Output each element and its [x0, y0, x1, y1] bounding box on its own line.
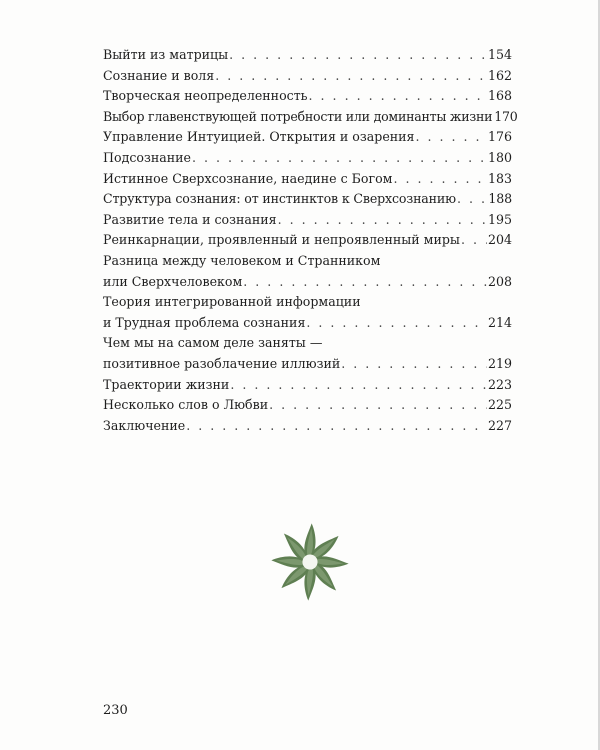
toc-entry-page: 154	[487, 47, 512, 62]
toc-entry-page: 183	[487, 170, 512, 186]
toc-leader-dots	[306, 313, 487, 334]
toc-entry-title-line1: Разница между человеком и Странником	[103, 252, 381, 268]
toc-entry	[103, 169, 512, 190]
toc-leader-dots	[461, 230, 487, 251]
toc-leader-dots	[341, 354, 487, 375]
toc-entry-title-line1: Теория интегрированной информации	[103, 294, 361, 310]
toc-leader-dots	[229, 45, 487, 66]
toc-entry	[103, 107, 518, 128]
toc-entry	[103, 86, 512, 107]
toc-entry-page: 227	[487, 417, 512, 433]
toc-entry-title: Заключение	[103, 417, 186, 433]
toc-leader-dots	[393, 169, 487, 190]
toc-entry-title: Выбор главенствующей потребности или доминанты жизни	[103, 108, 493, 124]
toc-entry	[103, 210, 512, 231]
toc-entry-page: 219	[487, 355, 512, 371]
toc-entry-page: 195	[487, 211, 512, 227]
toc-entry	[103, 189, 512, 210]
toc-entry-page: 214	[487, 314, 512, 330]
toc-entry-page: 204	[487, 232, 512, 248]
toc-entry	[103, 416, 512, 437]
toc-entry-title: Подсознание	[103, 149, 191, 165]
toc-entry-title: Развитие тела и сознания	[103, 211, 277, 227]
toc-entry-page: 180	[487, 149, 512, 165]
toc-leader-dots	[309, 86, 487, 107]
toc-entry	[103, 127, 512, 148]
toc-entry-title: Творческая неопределенность	[103, 88, 308, 104]
green-star-ornament-icon	[268, 520, 352, 604]
toc-entry-title: Выйти из матрицы	[103, 47, 229, 62]
toc-entry	[103, 251, 512, 292]
toc-entry-page: 176	[487, 129, 512, 145]
toc-entry-page: 170	[494, 108, 518, 124]
toc-entry	[103, 230, 512, 251]
toc-leader-dots	[416, 127, 487, 148]
toc-entry-title: Траектории жизни	[103, 376, 230, 392]
toc-entry-page: 223	[487, 376, 512, 392]
toc-entry-title: Несколько слов о Любви	[103, 397, 269, 413]
toc-leader-dots	[278, 210, 487, 231]
toc-entry	[103, 375, 512, 396]
toc-entry-title: Реинкарнации, проявленный и непроявленный миры	[103, 232, 460, 248]
ornament-center	[302, 554, 317, 569]
toc-leader-dots	[230, 375, 487, 396]
toc-leader-dots	[457, 189, 487, 210]
toc-entry-title-line1: Чем мы на самом деле заняты —	[103, 335, 323, 351]
toc-entry-page: 208	[487, 273, 512, 289]
toc-entry-title: позитивное разоблачение иллюзий	[103, 355, 341, 371]
toc-entry-page: 225	[487, 397, 512, 413]
toc-entry-title: или Сверхчеловеком	[103, 273, 243, 289]
toc-entry	[103, 66, 512, 87]
toc-entry-title: Структура сознания: от инстинктов к Сверхсознанию	[103, 191, 456, 207]
toc-entry-page: 188	[488, 191, 512, 207]
toc-leader-dots	[215, 66, 487, 87]
toc-entry-title: и Трудная проблема сознания	[103, 314, 306, 330]
page-number: 230	[103, 703, 128, 718]
toc-entry	[103, 395, 512, 416]
toc-entry-title: Сознание и воля	[103, 67, 215, 83]
toc-entry-page: 168	[487, 88, 512, 104]
toc-leader-dots	[243, 272, 487, 293]
toc-entry	[103, 148, 512, 169]
toc-leader-dots	[186, 416, 487, 437]
toc-leader-dots	[269, 395, 487, 416]
toc-leader-dots	[192, 148, 487, 169]
toc-entry-title: Истинное Сверхсознание, наедине с Богом	[103, 170, 393, 186]
toc-entry	[103, 45, 512, 66]
toc-entry	[103, 292, 512, 333]
toc-entry	[103, 333, 512, 374]
table-of-contents	[103, 45, 518, 436]
toc-entry-page: 162	[487, 67, 512, 83]
toc-entry-title: Управление Интуицией. Открытия и озарения	[103, 129, 415, 145]
